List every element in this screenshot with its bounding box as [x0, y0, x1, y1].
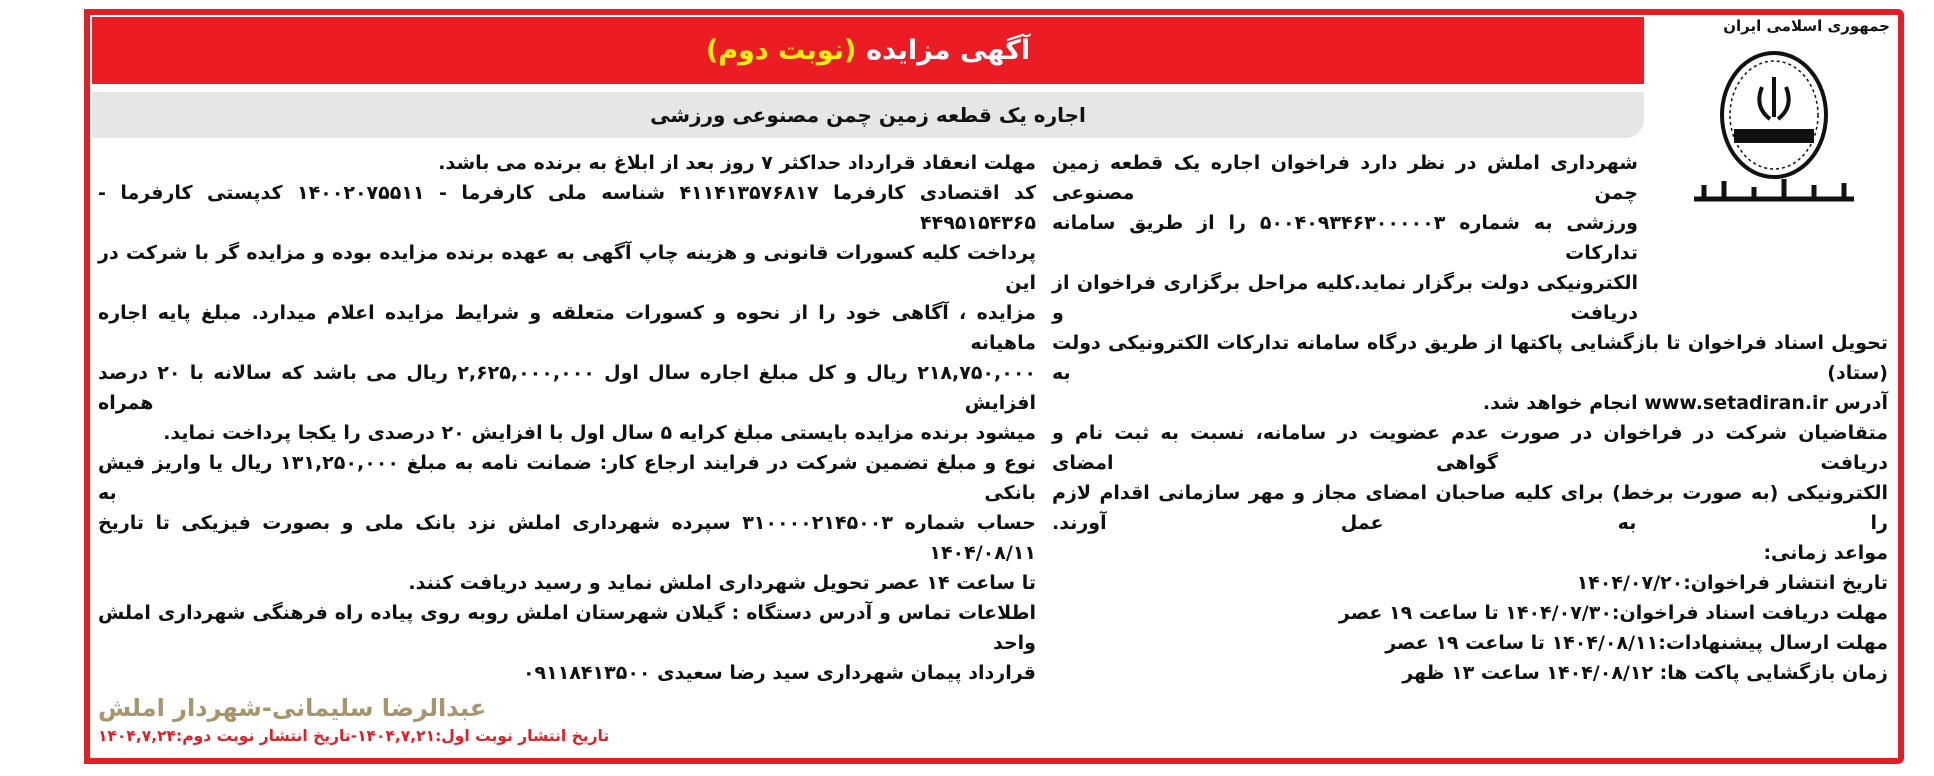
right-column-line: تحویل اسناد فراخوان تا بازگشایی پاکتها از طریق درگاه سامانه تدارکات الکترونیکی دولت (ستاد) به — [1052, 332, 1888, 384]
left-column-line: ۲۱۸,۷۵۰,۰۰۰ ریال و کل مبلغ اجاره سال اول ۲,۶۲۵,۰۰۰,۰۰۰ ریال می باشد که سالانه با ۲۰ درصد افزایش همراه — [98, 362, 1037, 414]
right-column-line: مهلت دریافت اسناد فراخوان:۱۴۰۴/۰۷/۳۰ تا ساعت ۱۹ عصر — [1338, 602, 1888, 624]
signature-block — [98, 692, 1036, 724]
signature-name: عبدالرضا سلیمانی-شهردار املش — [98, 694, 487, 722]
ad-subtitle: اجاره یک قطعه زمین چمن مصنوعی ورزشی — [650, 103, 1086, 127]
left-column-line: اطلاعات تماس و آدرس دستگاه : گیلان شهرستان املش روبه روی پیاده راه فرهنگی شهرداری املش واحد — [98, 602, 1036, 654]
subtitle-bar — [92, 92, 1644, 138]
emblem-icon — [1654, 39, 1894, 217]
country-label: جمهوری اسلامی ایران — [1723, 17, 1890, 35]
header — [92, 17, 1644, 138]
ad-round: (نوبت دوم) — [705, 35, 857, 66]
publish-dates-block — [98, 724, 1036, 748]
left-column-line: کد اقتصادی کارفرما ۴۱۱۴۱۳۵۷۶۸۱۷ شناسه ملی کارفرما - ۱۴۰۰۲۰۷۵۵۱۱ کدپستی کارفرما - ۴۴۹۵۱۵۴۳۶۵ — [98, 182, 1036, 234]
left-column — [92, 148, 1036, 748]
left-column-line: میشود برنده مزایده بایستی مبلغ کرایه ۵ سال اول با افزایش ۲۰ درصدی را یکجا پرداخت نماید. — [163, 422, 1036, 444]
left-column-line: مزایده ، آگاهی خود را از نحوه و کسورات متعلقه و شرایط مزایده اعلام میدارد. مبلغ پایه اجاره ماهیانه — [98, 302, 1036, 354]
right-column — [1052, 148, 1894, 688]
right-column-line: زمان بازگشایی پاکت ها: ۱۴۰۴/۰۸/۱۲ ساعت ۱۳ ظهر — [1402, 662, 1888, 684]
right-column-line: آدرس www.setadiran.ir انجام خواهد شد. — [1482, 392, 1888, 414]
ad-title: آگهی مزایده — [866, 35, 1031, 66]
ad-body — [92, 148, 1894, 748]
left-column-line: قرارداد پیمان شهرداری سید رضا سعیدی ۰۹۱۱۸۴۱۳۵۰۰ — [522, 662, 1036, 684]
right-column-line: متقاضیان شرکت در فراخوان در صورت عدم عضویت در سامانه، نسبت به ثبت نام و دریافت گواهی امضای — [1052, 422, 1888, 474]
publish-dates: تاریخ انتشار نوبت اول:۱۴۰۴,۷,۲۱-تاریخ انتشار نوبت دوم:۱۴۰۴,۷,۲۴ — [98, 727, 610, 745]
left-column-line: مهلت انعقاد قرارداد حداکثر ۷ روز بعد از ابلاغ به برنده می باشد. — [438, 152, 1036, 174]
municipality-logo — [1654, 17, 1894, 217]
ad-frame — [84, 9, 1904, 764]
right-column-line: ورزشی به شماره ۵۰۰۴۰۹۳۴۶۳۰۰۰۰۰۳ را از طریق سامانه تدارکات — [1052, 212, 1638, 264]
left-column-line: نوع و مبلغ تضمین شرکت در فرایند ارجاع کار: ضمانت نامه به مبلغ ۱۳۱,۲۵۰,۰۰۰ ریال یا واریز فیش بانکی به — [98, 452, 1036, 504]
right-column-line: الکترونیکی دولت برگزار نماید.کلیه مراحل برگزاری فراخوان از دریافت و — [1052, 272, 1638, 324]
left-column-line: تا ساعت ۱۴ عصر تحویل شهرداری املش نماید و رسید دریافت کنند. — [408, 572, 1036, 594]
left-column-line: پرداخت کلیه کسورات قانونی و هزینه چاپ آگهی به عهده برنده مزایده بوده و مزایده گر با شرکت در این — [98, 242, 1036, 294]
right-column-line: شهرداری املش در نظر دارد فراخوان اجاره یک قطعه زمین چمن مصنوعی — [1052, 152, 1638, 204]
title-bar — [92, 17, 1644, 84]
right-column-line: مهلت ارسال پیشنهادات:۱۴۰۴/۰۸/۱۱ تا ساعت ۱۹ عصر — [1385, 632, 1888, 654]
left-column-line: حساب شماره ۳۱۰۰۰۰۲۱۴۵۰۰۳ سپرده شهرداری املش نزد بانک ملی و بصورت فیزیکی تا تاریخ ۱۴۰۴/۰۸/۱۱ — [98, 512, 1036, 564]
right-column-line: تاریخ انتشار فراخوان:۱۴۰۴/۰۷/۲۰ — [1576, 572, 1888, 594]
right-column-line: مواعد زمانی: — [1763, 542, 1888, 564]
right-column-line: الکترونیکی (به صورت برخط) برای کلیه صاحبان امضای مجاز و مهر سازمانی اقدام لازم را به عمل آورند. — [1052, 482, 1888, 534]
